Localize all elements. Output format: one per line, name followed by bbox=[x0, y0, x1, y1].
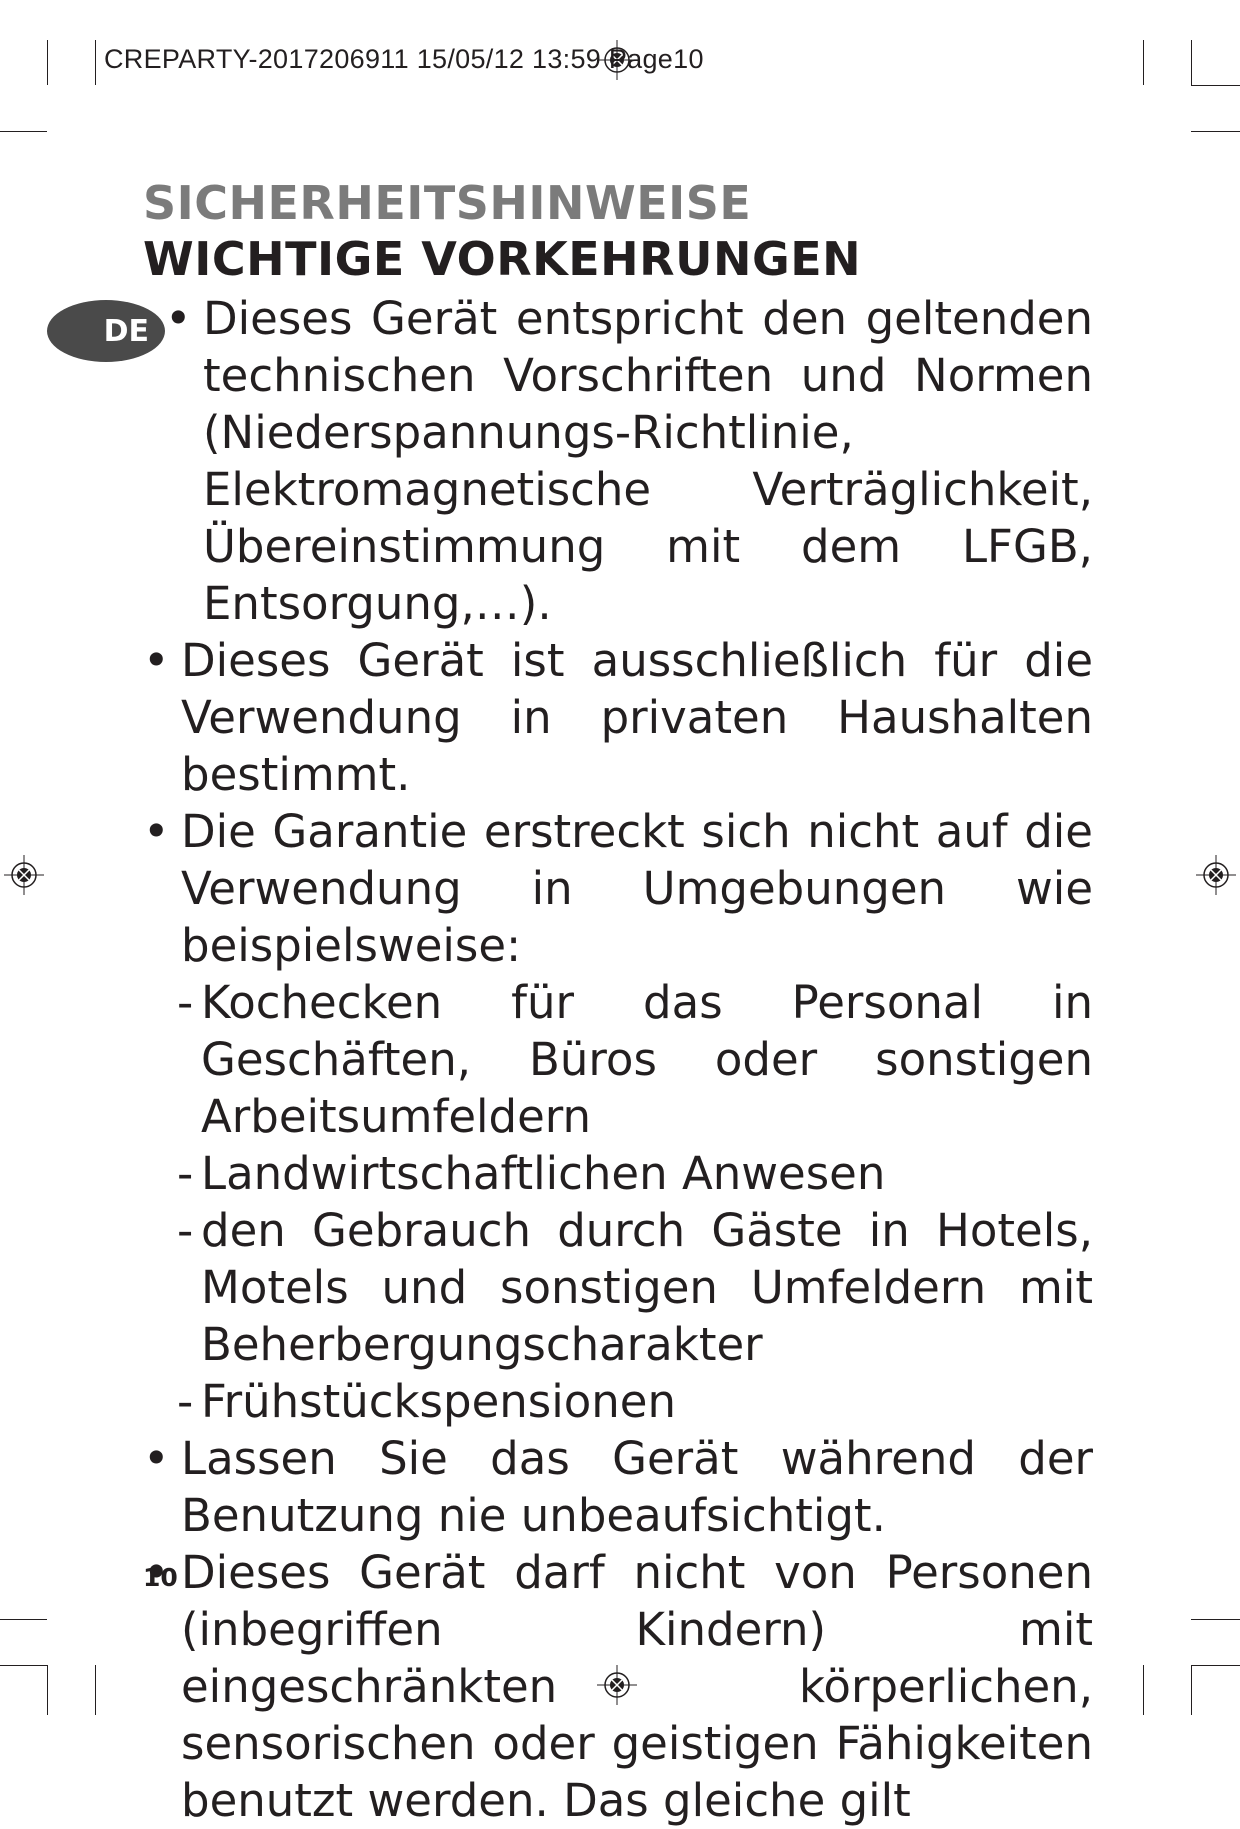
crop-mark-top-left-v bbox=[47, 40, 48, 85]
crop-mark-top-right-v2 bbox=[1191, 40, 1192, 85]
registration-mark-icon bbox=[1196, 855, 1236, 895]
safety-instructions-list bbox=[143, 290, 1093, 1829]
list-item: • Dieses Gerät darf nicht von Personen (inbegriffen Kindern) mit eingeschränkten körperlichen, sensorischen oder geistigen Fähigkeiten benutzt werden. Das gleiche gilt bbox=[143, 1544, 1093, 1829]
crop-mark-bottom-left-h bbox=[0, 1619, 47, 1620]
crop-mark-bottom-right-v bbox=[1143, 1665, 1144, 1715]
sub-list-item: - den Gebrauch durch Gäste in Hotels, Motels und sonstigen Umfeldern mit Beherbergungscharakter bbox=[143, 1202, 1093, 1373]
crop-mark-bottom-right-h2 bbox=[1191, 1665, 1240, 1666]
list-item: • Dieses Gerät ist ausschließlich für die Verwendung in privaten Haushalten bestimmt. bbox=[143, 632, 1093, 803]
print-slug-line: CREPARTY-2017206911 15/05/12 13:59 Page10 bbox=[104, 44, 704, 74]
list-item: • Dieses Gerät entspricht den geltenden technischen Vorschriften und Normen (Niederspannungs-Richtlinie, Elektromagnetische Verträglichkeit, Übereinstimmung mit dem LFGB, Entsorgung,…). bbox=[143, 290, 1093, 632]
list-item: • Die Garantie erstreckt sich nicht auf die Verwendung in Umgebungen wie beispielsweise: bbox=[143, 803, 1093, 974]
page-number: 10 bbox=[143, 1563, 178, 1592]
sub-list-item: - Kochecken für das Personal in Geschäften, Büros oder sonstigen Arbeitsumfeldern bbox=[143, 974, 1093, 1145]
crop-mark-bottom-left-v2 bbox=[95, 1665, 96, 1715]
sub-list-item: - Landwirtschaftlichen Anwesen bbox=[143, 1145, 1093, 1202]
crop-mark-top-left-v2 bbox=[95, 40, 96, 85]
crop-mark-top-right-h2 bbox=[1191, 131, 1240, 132]
language-badge: DE bbox=[47, 300, 165, 362]
registration-mark-icon bbox=[4, 855, 44, 895]
crop-mark-bottom-right-h bbox=[1191, 1619, 1240, 1620]
list-item: • Lassen Sie das Gerät während der Benutzung nie unbeaufsichtigt. bbox=[143, 1430, 1093, 1544]
crop-mark-top-left-h bbox=[0, 131, 47, 132]
section-title: SICHERHEITSHINWEISE bbox=[143, 176, 752, 230]
crop-mark-bottom-left-h2 bbox=[0, 1665, 47, 1666]
sub-list-item: - Frühstückspensionen bbox=[143, 1373, 1093, 1430]
crop-mark-top-right-h bbox=[1191, 85, 1240, 86]
crop-mark-bottom-left-v bbox=[47, 1665, 48, 1715]
crop-mark-bottom-right-v2 bbox=[1191, 1665, 1192, 1715]
crop-mark-top-right-v bbox=[1143, 40, 1144, 85]
section-subtitle: WICHTIGE VORKEHRUNGEN bbox=[143, 232, 862, 286]
